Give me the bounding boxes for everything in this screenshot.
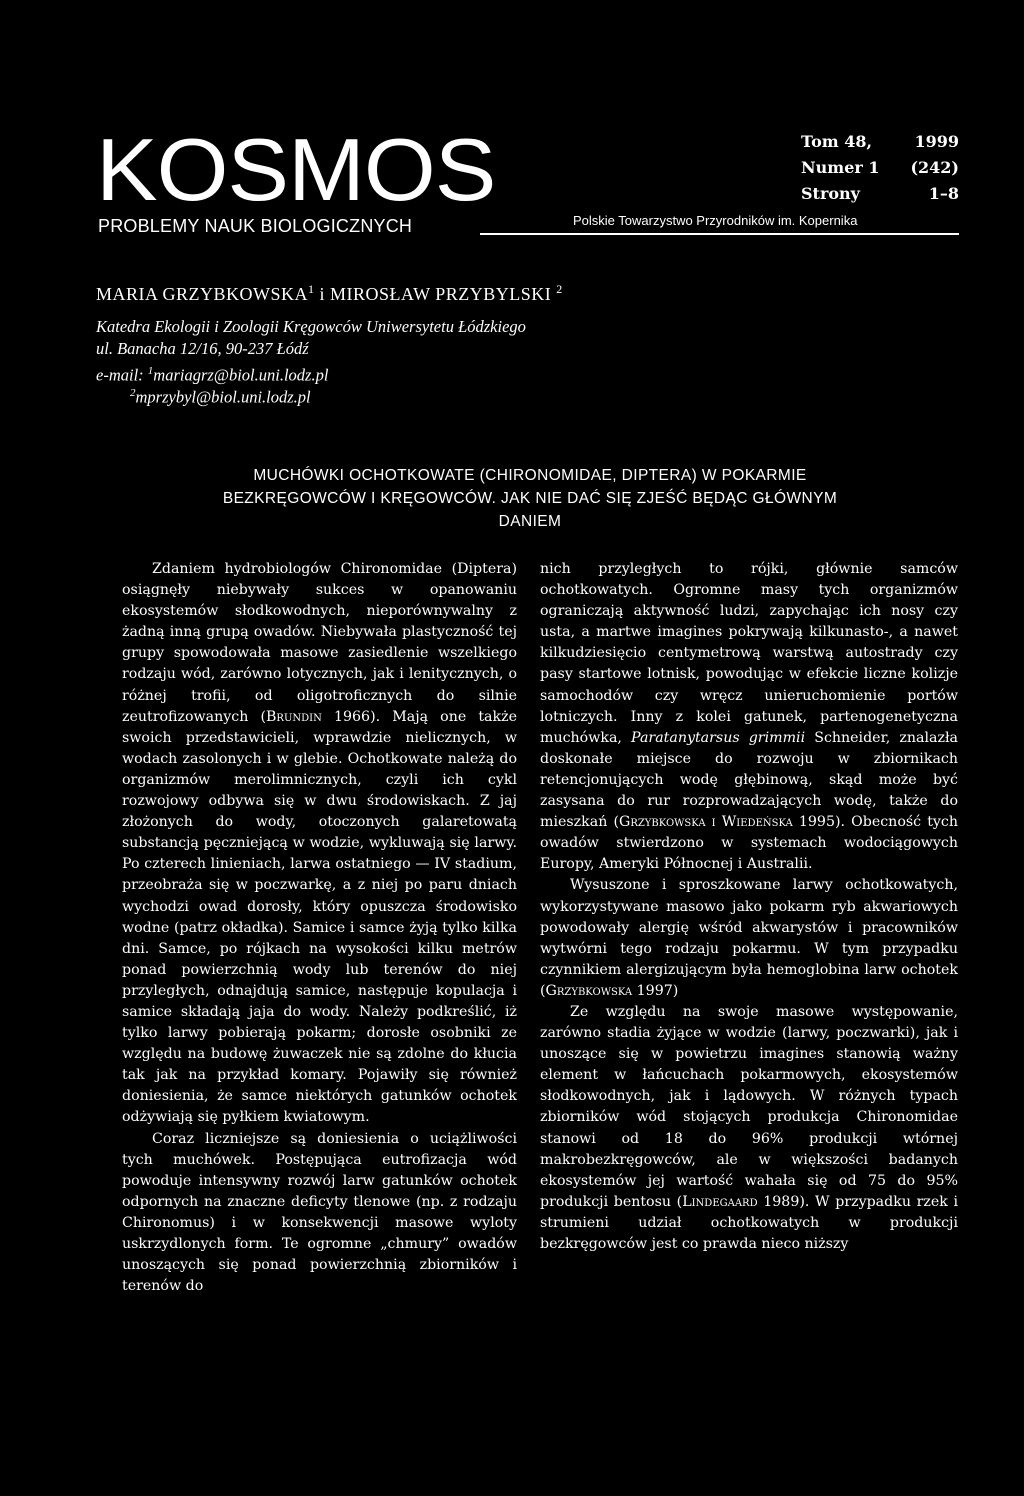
citation: Brundin	[266, 708, 322, 725]
paragraph: Coraz liczniejsze są doniesienia o uciążliwości tych muchówek. Postępująca eutrofizacja wód powoduje intensywny rozwój larw gatunków ochotek odpornych na znaczne deficyty tlenowe (np. z rodzaju Chironomus) i w konsekwencji masowe wyloty uskrzydlonych form. Te ogromne „chmury” owadów unoszących się ponad powierzchnią zbiorników i terenów do	[122, 1130, 517, 1295]
author-1-mark: 1	[308, 282, 315, 296]
email-2[interactable]: mprzybyl@biol.uni.lodz.pl	[135, 387, 311, 407]
title-line-3: DANIEM	[498, 513, 562, 530]
body-column-right	[540, 559, 958, 1255]
volume-year: 1999	[914, 132, 959, 151]
author-2: MIROSŁAW PRZYBYLSKI	[330, 284, 552, 304]
journal-logo: KOSMOS	[96, 120, 496, 219]
email-2-line	[130, 382, 311, 409]
email-1[interactable]: mariagrz@biol.uni.lodz.pl	[153, 365, 329, 385]
paragraph-text: 1995). Obecność tych owadów stwierdzono w systemach wodociągowych Europy, Ameryki Północnej i Australii.	[540, 814, 958, 873]
paragraph-text: Ze względu na swoje masowe występowanie, zarówno stadia żyjące w wodzie (larwy, poczwarki), jak i unoszące się w powietrzu imagines stanowią ważny element w łańcuchach pokarmowych, ekosystemów słodkowodnych, jak i lądowych. W różnych typach zbiorników wód stojących produkcja Chironomidae stanowi od 18 do 96% produkcji wtórnej makrobezkręgowców, ale w większości badanych ekosystemów jej wartość wahała się od 75 do 95% produkcji bentosu (	[540, 1003, 958, 1210]
paragraph-text: Zdaniem hydrobiologów Chironomidae (Diptera) osiągnęły niebywały sukces w opanowaniu ekosystemów słodkowodnych, nieporównywalny z żadną inną grupą owadów. Niebywała plastyczność tej grupy spowodowała masowe zasiedlenie wszelkiego rodzaju wód, zarówno lotycznych, jak i lenitycznych, o różnej trofii, od oligotroficznych do silnie zeutrofizowanych (	[122, 561, 517, 725]
email-2-mark: 2	[130, 387, 136, 399]
author-2-mark: 2	[556, 282, 563, 296]
header-rule	[480, 233, 959, 235]
paragraph-text: Wysuszone i sproszkowane larwy ochotkowatych, wykorzystywane masowo jako pokarm ryb akwariowych powodowały alergię wśród akwarystów i pracowników wytwórni tego rodzaju pokarmu. W tym przypadku czynnikiem alergizującym była hemoglobina larw ochotek (	[540, 877, 958, 999]
paragraph	[122, 559, 517, 1129]
issue-number: (242)	[910, 158, 959, 177]
pages-label: Strony	[801, 184, 860, 203]
paragraph-text: nich przyległych to rójki, głównie samców ochotkowatych. Ogromne masy tych organizmów ograniczają aktywność ludzi, zapychając ich nosy czy usta, a martwe imagines pokrywają kilkunasto-, a nawet kilkudziesięcio centymetrową warstwą autostrady czy pasy startowe lotnisk, powodując w efekcie liczne kolizje samochodów czy wręcz unieruchomienie portów lotniczych. Inny z kolei gatunek, partenogenetyczna muchówka,	[540, 561, 958, 746]
email-label: e-mail:	[96, 365, 148, 385]
author-connector: i	[314, 284, 331, 304]
paragraph	[540, 875, 958, 1002]
title-line-1: MUCHÓWKI OCHOTKOWATE (CHIRONOMIDAE, DIPTERA) W POKARMIE	[253, 467, 807, 484]
issue-label: Numer 1	[801, 158, 880, 177]
volume-label: Tom 48,	[801, 132, 873, 151]
article-title	[110, 464, 950, 533]
paragraph-text: 1997)	[632, 982, 679, 999]
citation: Lindegaard	[682, 1193, 758, 1210]
paragraph-text: 1989). W przypadku rzek i strumieni udział ochotkowatych w produkcji bezkręgowców jest co prawda nieco niższy	[540, 1193, 959, 1252]
paragraph	[540, 559, 958, 875]
author-1: MARIA GRZYBKOWSKA	[96, 284, 309, 304]
citation: Grzybkowska i Wiedeńska	[618, 814, 793, 831]
body-column-left	[122, 559, 517, 1297]
pages-range: 1–8	[928, 184, 959, 203]
author-line	[96, 282, 563, 305]
species-name: Paratanytarsus grimmii	[631, 729, 806, 746]
paragraph-text: 1966). Mają one także swoich przedstawicieli, wprawdzie nielicznych, w wodach zasolonych i w glebie. Ochotkowate należą do organizmów merolimnicznych, czyli ich cykl rozwojowy odbywa się w dwu środowiskach. Z jaj złożonych do wody, otoczonych galaretowatą substancją pęczniejącą w wodzie, wykluwają się larwy. Po czterech linieniach, larwa ostatniego — IV stadium, przeobraża się w poczwarkę, a z niej po paru dniach wychodzi owad dorosły, który opuszcza środowisko wodne (patrz okładka). Samice i samce żyją tylko kilka dni. Samce, po rójkach na wysokości kilku metrów ponad powierzchnią wody lub terenów do niej przyległych, odnajdują samice, następuje kopulacja i samice składają jaja do wody. Należy podkreślić, iż tylko larwy pobierają pokarm; dorosłe osobniki ze względu na budowę żuwaczek nie są zdolne do kłucia tak jak na przykład komary. Pojawiły się również doniesienia, że samce niektórych gatunków ochotek odżywiają się pyłkiem kwiatowym.	[122, 708, 517, 1126]
journal-subtitle: PROBLEMY NAUK BIOLOGICZNYCH	[98, 216, 413, 236]
address: ul. Banacha 12/16, 90-237 Łódź	[96, 339, 309, 358]
society-name: Polskie Towarzystwo Przyrodników im. Kopernika	[573, 213, 858, 228]
paragraph-text: Schneider, znalazła doskonałe miejsce do rozwoju w zbiornikach retencjonujących wodę głębinową, skąd może być zasysana do rur rozprowadzających wodę, także do mieszkań (	[540, 729, 959, 831]
email-1-mark: 1	[147, 365, 154, 377]
affiliation: Katedra Ekologii i Zoologii Kręgowców Uniwersytetu Łódzkiego	[96, 317, 526, 336]
title-line-2: BEZKRĘGOWCÓW I KRĘGOWCÓW. JAK NIE DAĆ SIĘ ZJEŚĆ BĘDĄC GŁÓWNYM	[222, 490, 838, 507]
citation: Grzybkowska	[545, 982, 633, 999]
paragraph	[540, 1002, 958, 1255]
